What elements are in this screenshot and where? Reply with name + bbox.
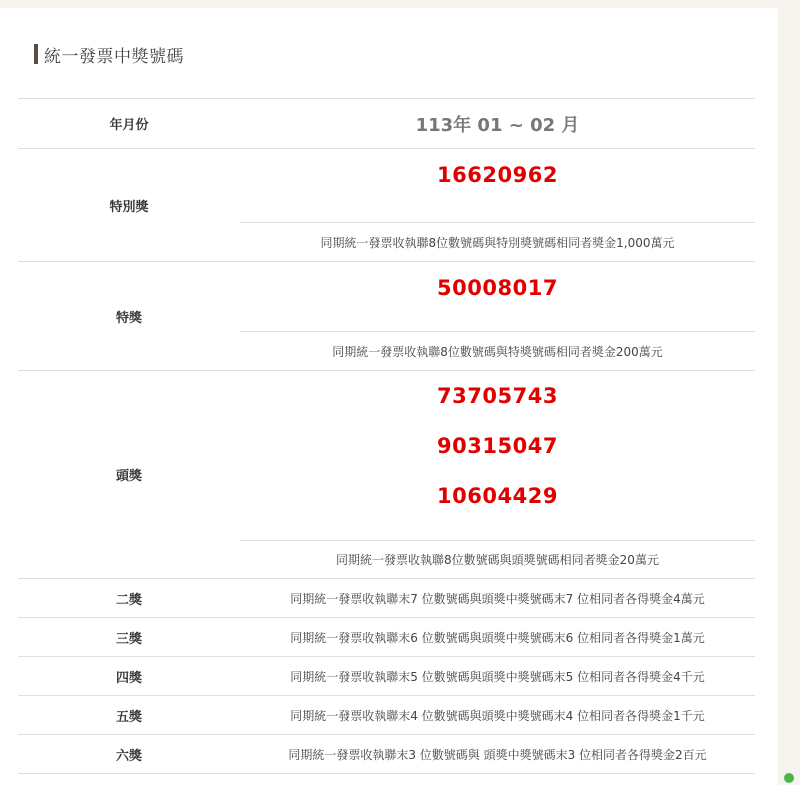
prize-row-5 (18, 696, 755, 735)
first-prize-number: 73705743 (437, 384, 558, 408)
special-prize-row (18, 149, 755, 223)
status-dot-icon (784, 773, 794, 783)
prize-label: 六獎 (18, 735, 240, 774)
prize-row-6 (18, 735, 755, 774)
section-title: 統一發票中獎號碼 (44, 46, 184, 67)
first-prize-row (18, 371, 755, 541)
section-header (34, 43, 184, 65)
winning-numbers-table (18, 98, 755, 774)
prize-description: 同期統一發票收執聯末6 位數號碼與頭獎中獎號碼末6 位相同者各得獎金1萬元 (240, 618, 755, 657)
prize-label: 五獎 (18, 696, 240, 735)
period-row (18, 99, 755, 149)
prize-description: 同期統一發票收執聯末5 位數號碼與頭獎中獎號碼末5 位相同者各得獎金4千元 (240, 657, 755, 696)
prize-label: 三獎 (18, 618, 240, 657)
prize-description: 同期統一發票收執聯末7 位數號碼與頭獎中獎號碼末7 位相同者各得獎金4萬元 (240, 579, 755, 618)
special-prize-description: 同期統一發票收執聯8位數號碼與特別獎號碼相同者獎金1,000萬元 (240, 223, 755, 262)
period-label: 年月份 (18, 99, 240, 149)
page-edge (778, 0, 800, 785)
prize-label: 二獎 (18, 579, 240, 618)
prize-row-2 (18, 579, 755, 618)
grand-prize-description: 同期統一發票收執聯8位數號碼與特獎號碼相同者獎金200萬元 (240, 332, 755, 371)
period-value: 113年 01 ~ 02 月 (415, 114, 580, 136)
title-accent-bar (34, 44, 38, 64)
grand-prize-row (18, 262, 755, 332)
prize-description: 同期統一發票收執聯末4 位數號碼與頭獎中獎號碼末4 位相同者各得獎金1千元 (240, 696, 755, 735)
first-prize-description: 同期統一發票收執聯8位數號碼與頭獎號碼相同者獎金20萬元 (240, 541, 755, 579)
first-prize-label: 頭獎 (18, 371, 240, 579)
first-prize-number: 90315047 (437, 434, 558, 458)
grand-prize-label: 特獎 (18, 262, 240, 371)
grand-prize-number: 50008017 (437, 276, 558, 300)
prize-row-4 (18, 657, 755, 696)
prize-label: 四獎 (18, 657, 240, 696)
first-prize-number: 10604429 (437, 484, 558, 508)
special-prize-number: 16620962 (437, 163, 558, 187)
prize-description: 同期統一發票收執聯末3 位數號碼與 頭獎中獎號碼末3 位相同者各得獎金2百元 (240, 735, 755, 774)
prize-row-3 (18, 618, 755, 657)
special-prize-label: 特別獎 (18, 149, 240, 262)
